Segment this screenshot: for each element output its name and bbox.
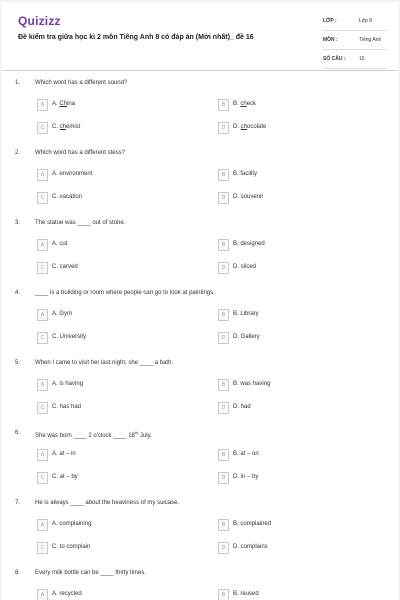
question-text: Which word has a different stess? [35, 150, 125, 156]
question-4 [2, 290, 398, 360]
option-a[interactable] [37, 169, 187, 181]
option-d[interactable] [218, 332, 368, 344]
meta-value: Lớp 8 [359, 18, 373, 24]
option-letter-box[interactable]: A [37, 589, 48, 600]
question-7 [2, 500, 398, 570]
option-letter-box[interactable]: B [218, 309, 229, 321]
quizizz-logo: Quizizz [18, 14, 61, 28]
option-c[interactable] [37, 122, 187, 134]
option-text: B. reused [233, 591, 259, 597]
worksheet-page [2, 2, 398, 600]
option-d[interactable] [218, 122, 368, 134]
option-a[interactable] [37, 589, 187, 600]
option-letter-box[interactable]: B [218, 379, 229, 391]
option-text: D. complains [233, 544, 268, 550]
option-text: B. was having [233, 381, 271, 387]
option-b[interactable] [218, 309, 368, 321]
option-letter-box[interactable]: A [37, 519, 48, 531]
meta-label: MÔN : [323, 37, 338, 43]
option-text: B. facility [233, 171, 258, 177]
option-b[interactable] [218, 589, 368, 600]
question-text: He is always ____ about the heaviness of my suicase. [35, 500, 180, 506]
option-d[interactable] [218, 262, 368, 274]
option-b[interactable] [218, 379, 368, 391]
option-letter-box[interactable]: D [218, 542, 229, 554]
option-letter-box[interactable]: D [218, 192, 229, 204]
option-letter-box[interactable]: C [37, 332, 48, 344]
option-letter-box[interactable]: C [37, 262, 48, 274]
question-number: 4. [15, 290, 21, 296]
question-text: Every milk bottle can be ____ thirty times. [35, 570, 147, 576]
option-d[interactable] [218, 402, 368, 414]
option-c[interactable] [37, 332, 187, 344]
option-letter-box[interactable]: D [218, 402, 229, 414]
meta-label: LỚP : [323, 18, 337, 24]
option-text: A. recycled [52, 591, 82, 597]
worksheet-title: Đề kiểm tra giữa học kì 2 môn Tiếng Anh 8 có đáp án (Mới nhất)_ đề 16 [18, 34, 254, 41]
option-letter-box[interactable]: B [218, 519, 229, 531]
option-text: A. environment [52, 171, 93, 177]
question-number: 2. [15, 150, 21, 156]
option-c[interactable] [37, 542, 187, 554]
option-text: A. complaining [52, 521, 92, 527]
option-a[interactable] [37, 309, 187, 321]
option-a[interactable] [37, 239, 187, 251]
option-b[interactable] [218, 519, 368, 531]
option-text: A. China [52, 101, 76, 107]
option-c[interactable] [37, 192, 187, 204]
option-letter-box[interactable]: A [37, 309, 48, 321]
option-letter-box[interactable]: A [37, 239, 48, 251]
option-d[interactable] [218, 472, 368, 484]
option-letter-box[interactable]: B [218, 589, 229, 600]
question-number: 6. [15, 430, 21, 436]
option-letter-box[interactable]: C [37, 542, 48, 554]
meta-value: Tiếng Anh [359, 37, 382, 43]
option-letter-box[interactable]: B [218, 449, 229, 461]
meta-row-count [323, 53, 387, 69]
option-text: D. sliced [233, 264, 257, 270]
option-letter-box[interactable]: B [218, 169, 229, 181]
question-number: 3. [15, 220, 21, 226]
option-text: D. souvenir [233, 194, 264, 200]
option-letter-box[interactable]: A [37, 449, 48, 461]
option-letter-box[interactable]: D [218, 332, 229, 344]
question-5 [2, 360, 398, 430]
question-6 [2, 430, 398, 500]
meta-value: 15 [359, 56, 365, 62]
question-text: Which word has a different sound? [35, 80, 128, 86]
option-text: D. Gallery [233, 334, 260, 340]
question-number: 8. [15, 570, 21, 576]
option-text: C. vacation [52, 194, 83, 200]
option-text: A. at – in [52, 451, 76, 457]
option-text: C. has had [52, 404, 82, 410]
option-a[interactable] [37, 379, 187, 391]
option-b[interactable] [218, 169, 368, 181]
option-text: B. Library [233, 311, 259, 317]
option-text: C. chemist [52, 124, 81, 130]
question-number: 7. [15, 500, 21, 506]
meta-row-subject [323, 34, 387, 50]
option-text: A. is having [52, 381, 84, 387]
option-letter-box[interactable]: A [37, 99, 48, 111]
option-text: D. in – by [233, 474, 259, 480]
option-text: A. Gym [52, 311, 73, 317]
option-letter-box[interactable]: C [37, 472, 48, 484]
option-letter-box[interactable]: C [37, 122, 48, 134]
question-number: 5. [15, 360, 21, 366]
option-a[interactable] [37, 99, 187, 111]
question-text: The statue was ____ out of stone. [35, 220, 126, 226]
option-b[interactable] [218, 99, 368, 111]
option-b[interactable] [218, 449, 368, 461]
option-c[interactable] [37, 262, 187, 274]
option-text: C. University [52, 334, 87, 340]
option-text: C. carved [52, 264, 78, 270]
question-text: When I came to visit her last night, she ____ a bath. [35, 360, 174, 366]
question-1 [2, 80, 398, 150]
meta-info [323, 15, 387, 72]
question-text: She was born ____ 2 o'clock ____ 18th July. [35, 430, 152, 439]
question-text: ____ is a building or room where people can go to look at paintings. [35, 290, 215, 296]
option-text: C. to complain [52, 544, 91, 550]
option-letter-box[interactable]: A [37, 379, 48, 391]
option-letter-box[interactable]: B [218, 99, 229, 111]
option-c[interactable] [37, 472, 187, 484]
question-number: 1. [15, 80, 21, 86]
option-b[interactable] [218, 239, 368, 251]
option-text: B. check [233, 101, 257, 107]
question-list [2, 80, 398, 600]
option-d[interactable] [218, 542, 368, 554]
option-text: B. designed [233, 241, 265, 247]
option-d[interactable] [218, 192, 368, 204]
meta-label: SỐ CÂU : [323, 56, 346, 62]
option-text: B. complained [233, 521, 272, 527]
option-letter-box[interactable]: C [37, 402, 48, 414]
option-text: A. cut [52, 241, 68, 247]
meta-row-grade [323, 15, 387, 31]
option-text: D. chocolate [233, 124, 267, 130]
option-letter-box[interactable]: A [37, 169, 48, 181]
option-letter-box[interactable]: D [218, 262, 229, 274]
question-2 [2, 150, 398, 220]
header-divider [2, 70, 398, 71]
option-letter-box[interactable]: C [37, 192, 48, 204]
option-text: B. at – on [233, 451, 259, 457]
option-text: C. at – by [52, 474, 78, 480]
option-letter-box[interactable]: D [218, 122, 229, 134]
option-text: D. had [233, 404, 251, 410]
option-a[interactable] [37, 519, 187, 531]
question-8 [2, 570, 398, 600]
question-3 [2, 220, 398, 290]
option-letter-box[interactable]: D [218, 472, 229, 484]
option-a[interactable] [37, 449, 187, 461]
option-letter-box[interactable]: B [218, 239, 229, 251]
option-c[interactable] [37, 402, 187, 414]
